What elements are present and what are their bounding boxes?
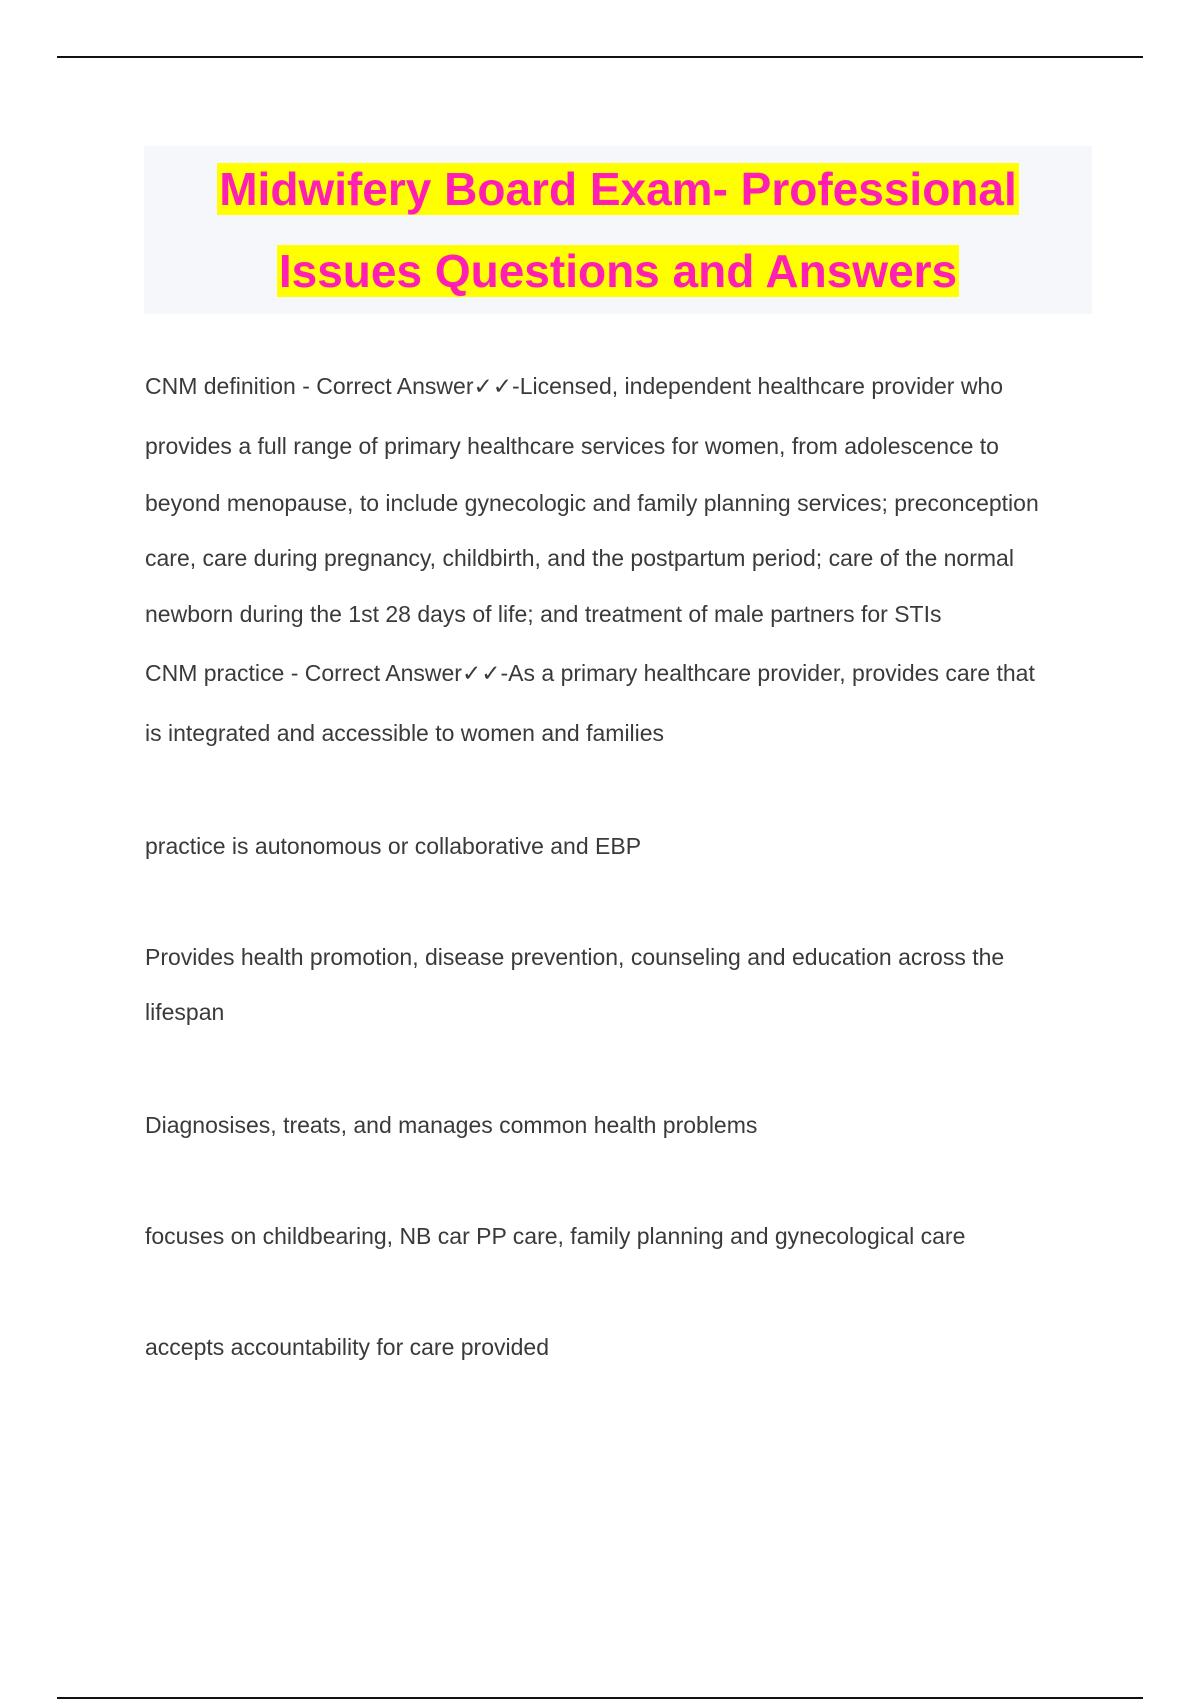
body-line: lifespan: [145, 999, 225, 1025]
title-banner: [144, 146, 1092, 314]
body-line: CNM practice - Correct Answer✓✓-As a primary healthcare provider, provides care that: [145, 660, 1035, 686]
bottom-rule: [57, 1697, 1143, 1699]
body-line: provides a full range of primary healthcare services for women, from adolescence to: [145, 433, 999, 459]
body-line: Diagnosises, treats, and manages common health problems: [145, 1112, 758, 1138]
body-line: CNM definition - Correct Answer✓✓-Licensed, independent healthcare provider who: [145, 373, 1004, 399]
title-text-2: Issues Questions and Answers: [278, 245, 958, 297]
body-line: accepts accountability for care provided: [145, 1334, 549, 1360]
title-text-1: Midwifery Board Exam- Professional: [219, 163, 1017, 215]
body-line: newborn during the 1st 28 days of life; and treatment of male partners for STIs: [145, 601, 942, 627]
top-rule: [57, 56, 1143, 58]
body-line: is integrated and accessible to women and families: [145, 720, 665, 746]
title-line-2: [144, 230, 1092, 312]
body-line: practice is autonomous or collaborative and EBP: [145, 833, 642, 859]
body-line: focuses on childbearing, NB car PP care, family planning and gynecological care: [145, 1223, 966, 1249]
body-line: beyond menopause, to include gynecologic and family planning services; preconception: [145, 490, 1039, 516]
title-line-1: [144, 148, 1092, 230]
body-line: care, care during pregnancy, childbirth, and the postpartum period; care of the normal: [145, 545, 1014, 571]
body-line: Provides health promotion, disease prevention, counseling and education across the: [145, 944, 1005, 970]
